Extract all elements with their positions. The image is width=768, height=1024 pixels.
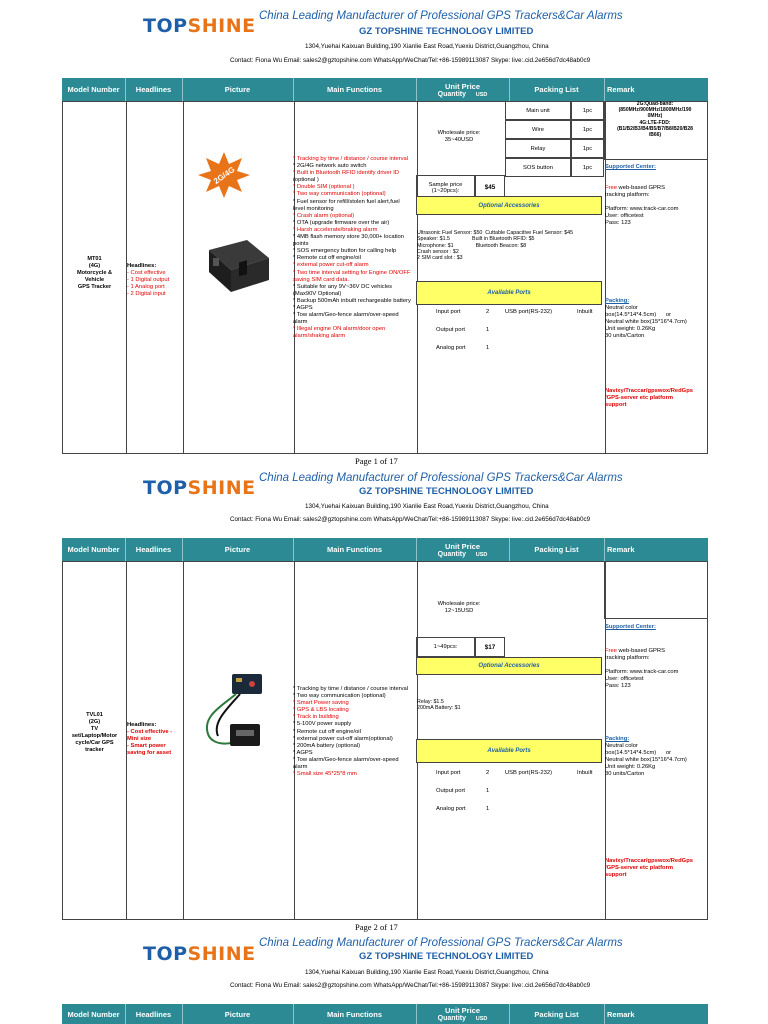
company-address: 1304,Yuehai Kaixuan Building,190 Xianlie East Road,Yuexiu District,Guangzhou, China	[305, 969, 549, 976]
company-name: GZ TOPSHINE TECHNOLOGY LIMITED	[359, 486, 534, 497]
sample-price-label: 1~49pcs:	[416, 637, 475, 657]
available-ports-title: Available Ports	[416, 281, 602, 305]
company-contact: Contact: Fiona Wu Email: sales2@gztopshine.com WhatsApp/WeChat/Tel:+86-15989113087 Skype: live:.cid.2e656d7dc48ab0c9	[230, 982, 591, 989]
page-header-1	[0, 0, 768, 75]
supported-center: Supported Center:	[605, 164, 656, 170]
optional-accessories-list: Ultrasonic Fuel Sensor: $50 Cuttable Capacitive Fuel Sensor: $45 Speaker: $1.5 Built in Bluetooth RFID: $5 Microphone: $1 Bluetooth Beacon: $8 Crash sensor : $2 2 SIM card slot : $3	[417, 230, 574, 262]
optional-accessories-title: Optional Accessories	[416, 196, 602, 215]
function-item: * Track in building	[293, 714, 339, 721]
page-header-2	[0, 466, 768, 541]
function-item: * Remote cut off engine/oil	[293, 728, 361, 735]
port-count: 1	[486, 345, 490, 351]
product-image-mt01	[203, 236, 275, 303]
port-count: 1	[486, 327, 490, 333]
company-contact: Contact: Fiona Wu Email: sales2@gztopshine.com WhatsApp/WeChat/Tel:+86-15989113087 Skype: live:.cid.2e656d7dc48ab0c9	[230, 57, 591, 64]
badge-2g4g	[196, 150, 252, 205]
model-name: TVL01 (2G) TV set/Laptop/Motor cycle/Car GPS tracker	[71, 712, 118, 753]
function-item: * Fuel sensor for refill/stolen fuel alert,fuel level monitoring	[293, 198, 400, 212]
port-count: 1	[486, 788, 490, 794]
port-count: 2	[486, 770, 490, 776]
product-image-tvl01	[192, 666, 278, 771]
function-item: * 5-100V power supply	[293, 721, 352, 728]
packing-item: Relay	[505, 139, 571, 158]
network-bands: 2G:Quad-band: (850MHz/900MHz/1800MHz/190 0MHz) 4G:LTE-FDD: (B1/B2/B3/B4/B5/B7/B8/B20/B28 /B66)	[617, 101, 693, 139]
model-name: MT01 (4G) Motorcycle & Vehicle GPS Tracker	[76, 256, 113, 290]
company-logo: TOPSHINE	[143, 477, 256, 499]
supported-center: Supported Center:	[605, 624, 656, 630]
tagline: China Leading Manufacturer of Professional GPS Trackers&Car Alarms	[259, 10, 623, 22]
page-header-3	[0, 932, 768, 1007]
col-price: Unit Price Quantity USD	[416, 78, 510, 101]
sample-price-label: Sample price (1~20pcs):	[416, 175, 475, 200]
platform-support: Navixy/Traccar/gpswox/RedGps /GPS-server etc platform support	[605, 388, 693, 408]
function-item: * Double SIM (optional )	[293, 184, 355, 191]
page-number-1: Page 1 of 17	[355, 456, 398, 466]
function-item: * OTA (upgrade firmware over the air)	[293, 219, 390, 226]
function-item: * Smart Power saving	[293, 700, 349, 707]
company-logo: TOPSHINE	[143, 943, 256, 965]
function-item: (optional )	[293, 177, 319, 184]
page-number-2: Page 2 of 17	[355, 922, 398, 932]
function-item: * Built in Bluetooth RFID identify driver ID	[293, 170, 399, 177]
packing-info: Packing: Neutral color box(14.5*14*4.5cm) or Neutral white box(15*16*4.7cm) Unit weight: 0.26Kg 30 units/Carton	[605, 736, 687, 777]
port-name: Output port	[436, 327, 466, 333]
packing-info: Packing: Neutral color box(14.5*14*4.5cm) or Neutral white box(15*16*4.7cm) Unit weight: 0.26Kg 30 units/Carton	[605, 298, 687, 339]
function-item: * 200mA battery (optional)	[293, 742, 361, 749]
tagline: China Leading Manufacturer of Professional GPS Trackers&Car Alarms	[259, 937, 623, 949]
col-functions: Main Functions	[293, 78, 417, 101]
port-extra: Inbuilt	[577, 770, 593, 776]
table-header-1	[62, 78, 708, 101]
wholesale-price: Wholesale price: 12~15USD	[437, 601, 481, 614]
col-packing: Packing List	[509, 78, 605, 101]
function-item: * Harsh accelerate/braking alarm	[293, 226, 378, 233]
port-count: 2	[486, 309, 490, 315]
function-item: * Tracking by time / distance / course interval	[293, 686, 409, 692]
main-functions-tvl01	[293, 686, 411, 778]
function-item: * Tracking by time / distance / course interval	[293, 156, 409, 162]
headlines-block: Headlines: - Cost effective - Mini size - Smart power saving for asset	[127, 722, 173, 756]
function-item: * Crash alarm (optional)	[293, 212, 355, 219]
col-picture: Picture	[182, 78, 294, 101]
available-ports-title: Available Ports	[416, 739, 602, 763]
table-header-2: Model Number Headlines Picture Main Functions Unit Price Quantity USD Packing List Remark	[62, 538, 708, 561]
sample-price: $17	[475, 637, 505, 657]
function-item: * Two way communication (optional)	[293, 191, 386, 198]
function-item: * Backup 500mAh inbuilt rechargeable battery	[293, 297, 411, 304]
wholesale-price: Wholesale price: 35~40USD	[437, 130, 481, 143]
port-name: Input port	[436, 309, 461, 315]
headlines-block: Headlines: - Cost effective - 1 Digital output - 1 Analog port - 2 Digital input	[127, 263, 170, 297]
company-address: 1304,Yuehai Kaixuan Building,190 Xianlie East Road,Yuexiu District,Guangzhou, China	[305, 503, 549, 510]
function-item: * Tow alarm/Geo-fence alarm/over-speed alarm	[293, 756, 399, 771]
function-item: * AGPS	[293, 304, 313, 311]
packing-qty: 1pc	[571, 120, 604, 139]
function-item: * external power cut-off alarm(optional)	[293, 735, 393, 742]
function-item: * Illegal engine ON alarm/door open alarm/shaking alarm	[293, 326, 386, 340]
sample-price: $45	[475, 175, 505, 200]
main-functions-mt01	[293, 156, 411, 340]
function-item: * external power cut-off alarm	[293, 262, 369, 269]
packing-qty: 1pc	[571, 139, 604, 158]
port-count: 1	[486, 806, 490, 812]
col-model: Model Number	[62, 78, 126, 101]
packing-item: Main unit	[505, 101, 571, 120]
packing-qty: 1pc	[571, 101, 604, 120]
function-item: * SOS emergency button for calling help	[293, 248, 397, 255]
port-name: Analog port	[436, 345, 466, 351]
table-header-3: Model Number Headlines Picture Main Functions Unit Price Quantity USD Packing List Remark	[62, 1004, 708, 1024]
port-extra: USB port(RS-232)	[505, 770, 553, 776]
port-name: Analog port	[436, 806, 466, 812]
function-item: * 4MB flash memory store 30,000+ location points	[293, 234, 405, 248]
optional-accessories-title: Optional Accessories	[416, 657, 602, 675]
function-item: * Two way communication (optional)	[293, 693, 386, 700]
svg-text:2G/4G: 2G/4G	[212, 164, 237, 186]
company-name: GZ TOPSHINE TECHNOLOGY LIMITED	[359, 951, 534, 962]
function-item: * GPS & LBS locating	[293, 707, 349, 714]
port-name: Input port	[436, 770, 461, 776]
col-headlines: Headlines	[125, 78, 183, 101]
col-remark: Remark	[607, 85, 635, 94]
port-name: Output port	[436, 788, 466, 794]
company-contact: Contact: Fiona Wu Email: sales2@gztopshine.com WhatsApp/WeChat/Tel:+86-15989113087 Skype: live:.cid.2e656d7dc48ab0c9	[230, 516, 591, 523]
function-item: * Tow alarm/Geo-fence alarm/over-speed alarm	[293, 312, 399, 326]
tagline: China Leading Manufacturer of Professional GPS Trackers&Car Alarms	[259, 472, 623, 484]
function-item: * Suitable for any 9V~36V DC vehicles (Max90V Optional)	[293, 283, 393, 297]
packing-item: SOS button	[505, 158, 571, 177]
company-address: 1304,Yuehai Kaixuan Building,190 Xianlie East Road,Yuexiu District,Guangzhou, China	[305, 43, 549, 50]
function-item: * Remote cut off engine/oil	[293, 255, 361, 262]
function-item: * Small size 45*25*8 mm	[293, 771, 357, 778]
optional-accessories-list: Relay: $1.5 200mA Battery: $1	[417, 699, 461, 712]
tracking-platform: Free web-based GPRS tracking platform: Platform: www.track-car.com User: officetest Pass: 123	[605, 648, 679, 689]
company-name: GZ TOPSHINE TECHNOLOGY LIMITED	[359, 26, 534, 37]
port-extra: USB port(RS-232)	[505, 309, 553, 315]
function-item: * Two time interval setting for Engine ON/OFF saving SIM card data.	[293, 269, 411, 283]
packing-item: Wire	[505, 120, 571, 139]
tracking-platform: Free web-based GPRS tracking platform: Platform: www.track-car.com User: officetest Pass: 123	[605, 185, 679, 226]
port-extra: Inbuilt	[577, 309, 593, 315]
packing-qty: 1pc	[571, 158, 604, 177]
platform-support: Navixy/Traccar/gpswox/RedGps /GPS-server etc platform support	[605, 858, 693, 878]
company-logo: TOPSHINE	[143, 15, 256, 37]
function-item: * AGPS	[293, 749, 313, 756]
function-item: * 2G/4G network auto switch	[293, 163, 367, 170]
